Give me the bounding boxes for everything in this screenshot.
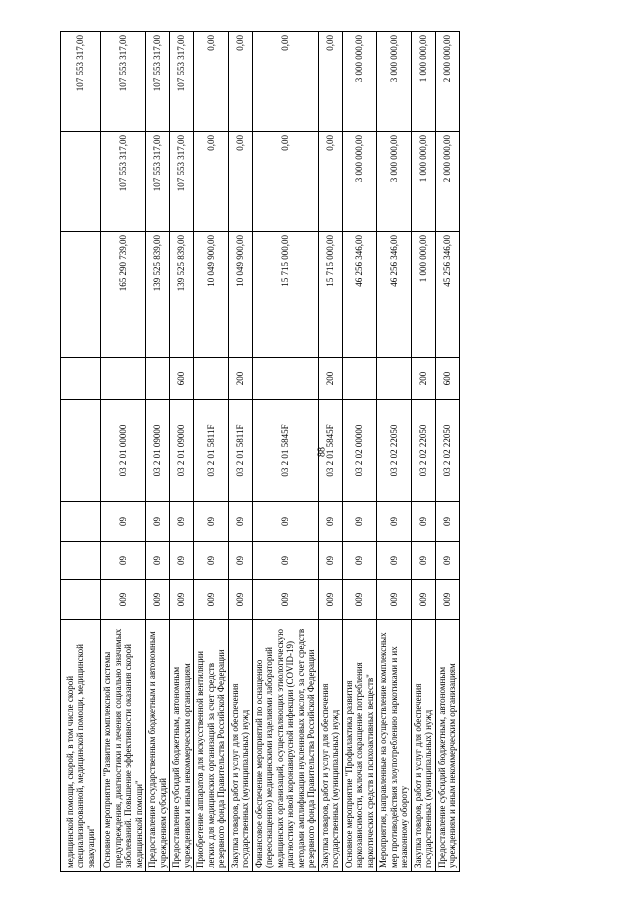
row-name: Закупка товаров, работ и услуг для обеспечения государственных (муниципальных) нужд xyxy=(318,620,342,872)
row-name: Закупка товаров, работ и услуг для обеспечения государственных (муниципальных) нужд xyxy=(228,620,252,872)
section-code: 09 xyxy=(377,542,412,580)
admin-code: 009 xyxy=(228,580,252,620)
expense-type-code: 200 xyxy=(411,358,435,400)
table-row xyxy=(377,32,412,872)
rotated-table-container xyxy=(60,32,580,872)
amount-2021: 3 000 000,00 xyxy=(377,132,412,232)
target-code: 03 2 01 00000 xyxy=(101,400,146,502)
section-code xyxy=(61,542,101,580)
target-code xyxy=(61,400,101,502)
table-row xyxy=(101,32,146,872)
amount-2020: 139 525 839,00 xyxy=(146,232,170,358)
admin-code: 009 xyxy=(377,580,412,620)
subsection-code: 09 xyxy=(170,502,194,542)
amount-2022: 1 000 000,00 xyxy=(411,32,435,132)
amount-2021: 0,00 xyxy=(318,132,342,232)
expense-type-code xyxy=(61,358,101,400)
section-code: 09 xyxy=(252,542,318,580)
row-name: Закупка товаров, работ и услуг для обеспечения государственных (муниципальных) нужд xyxy=(411,620,435,872)
subsection-code: 09 xyxy=(342,502,377,542)
amount-2021: 2 000 000,00 xyxy=(435,132,459,232)
table-row xyxy=(318,32,342,872)
target-code: 03 2 01 5845F xyxy=(318,400,342,502)
table-row xyxy=(228,32,252,872)
target-code: 03 2 01 09000 xyxy=(146,400,170,502)
admin-code: 009 xyxy=(146,580,170,620)
amount-2022: 0,00 xyxy=(228,32,252,132)
amount-2020: 46 256 346,00 xyxy=(377,232,412,358)
section-code: 09 xyxy=(170,542,194,580)
expense-type-code xyxy=(194,358,229,400)
expense-type-code xyxy=(101,358,146,400)
target-code: 03 2 02 22050 xyxy=(377,400,412,502)
subsection-code: 09 xyxy=(228,502,252,542)
admin-code: 009 xyxy=(194,580,229,620)
subsection-code: 09 xyxy=(411,502,435,542)
amount-2022: 107 553 317,00 xyxy=(61,32,101,132)
amount-2022: 107 553 317,00 xyxy=(101,32,146,132)
table-row xyxy=(435,32,459,872)
amount-2022: 3 000 000,00 xyxy=(342,32,377,132)
expense-type-code xyxy=(342,358,377,400)
target-code: 03 2 01 5811F xyxy=(194,400,229,502)
amount-2020: 165 290 739,00 xyxy=(101,232,146,358)
target-code: 03 2 01 09000 xyxy=(170,400,194,502)
admin-code: 009 xyxy=(318,580,342,620)
target-code: 03 2 02 00000 xyxy=(342,400,377,502)
section-code: 09 xyxy=(228,542,252,580)
table-row xyxy=(252,32,318,872)
section-code: 09 xyxy=(318,542,342,580)
admin-code: 009 xyxy=(342,580,377,620)
expense-type-code: 600 xyxy=(435,358,459,400)
table-row xyxy=(194,32,229,872)
table-row xyxy=(170,32,194,872)
amount-2021: 107 553 317,00 xyxy=(170,132,194,232)
target-code: 03 2 01 5811F xyxy=(228,400,252,502)
admin-code xyxy=(61,580,101,620)
admin-code: 009 xyxy=(170,580,194,620)
amount-2021: 0,00 xyxy=(194,132,229,232)
row-name: Предоставление субсидий бюджетным, автономным учреждениям и иным некоммерческим организациям xyxy=(435,620,459,872)
amount-2020: 46 256 346,00 xyxy=(342,232,377,358)
amount-2022: 0,00 xyxy=(194,32,229,132)
expense-type-code xyxy=(377,358,412,400)
amount-2020: 15 715 000,00 xyxy=(252,232,318,358)
amount-2021: 107 553 317,00 xyxy=(146,132,170,232)
admin-code: 009 xyxy=(411,580,435,620)
admin-code: 009 xyxy=(435,580,459,620)
amount-2020: 139 525 839,00 xyxy=(170,232,194,358)
row-name: Основное мероприятие "Развитие комплексной системы предупреждения, диагностики и лечения социально значимых заболеваний. Повышение эффективности оказания скорой медицинской помощи" xyxy=(101,620,146,872)
section-code: 09 xyxy=(342,542,377,580)
row-name: Основное мероприятие "Профилактика развития наркозависимости, включая сокращение потребления наркотических средств и психоактивных веществ" xyxy=(342,620,377,872)
subsection-code: 09 xyxy=(194,502,229,542)
table-row xyxy=(61,32,101,872)
target-code: 03 2 02 22050 xyxy=(411,400,435,502)
target-code: 03 2 01 5845F xyxy=(252,400,318,502)
amount-2020: 15 715 000,00 xyxy=(318,232,342,358)
amount-2020: 10 049 900,00 xyxy=(194,232,229,358)
subsection-code: 09 xyxy=(377,502,412,542)
subsection-code: 09 xyxy=(318,502,342,542)
amount-2021: 0,00 xyxy=(252,132,318,232)
row-name: медицинской помощи, скорой, в том числе скорой специализированной, медицинской помощи, медицинской эвакуации" xyxy=(61,620,101,872)
row-name: Предоставление субсидий бюджетным, автономным учреждениям и иным некоммерческим организациям xyxy=(170,620,194,872)
amount-2022: 0,00 xyxy=(252,32,318,132)
section-code: 09 xyxy=(194,542,229,580)
amount-2022: 3 000 000,00 xyxy=(377,32,412,132)
amount-2022: 2 000 000,00 xyxy=(435,32,459,132)
amount-2022: 107 553 317,00 xyxy=(146,32,170,132)
expense-type-code xyxy=(146,358,170,400)
expense-type-code: 200 xyxy=(228,358,252,400)
table-row xyxy=(411,32,435,872)
amount-2021: 0,00 xyxy=(228,132,252,232)
expense-type-code: 200 xyxy=(318,358,342,400)
budget-table xyxy=(60,31,460,872)
section-code: 09 xyxy=(146,542,170,580)
expense-type-code: 600 xyxy=(170,358,194,400)
section-code: 09 xyxy=(435,542,459,580)
subsection-code: 09 xyxy=(101,502,146,542)
admin-code: 009 xyxy=(101,580,146,620)
amount-2022: 0,00 xyxy=(318,32,342,132)
table-row xyxy=(342,32,377,872)
row-name: Мероприятия, направленные на осуществление комплексных мер противодействия злоупотреблению наркотиками и их незаконному обороту xyxy=(377,620,412,872)
subsection-code xyxy=(61,502,101,542)
row-name: Предоставление государственным бюджетным и автономным учреждениям субсидий xyxy=(146,620,170,872)
admin-code: 009 xyxy=(252,580,318,620)
row-name: Финансовое обеспечение мероприятий по оснащению (переоснащению) медицинскими изделиями лабораторий медицинских организаций, осуществляющих этиологическую диагностику новой коронавирусной инфекции (COVID-19) методами амплификации нуклеиновых кислот, за счет средств резервного фонда Правительства Российской Федерации xyxy=(252,620,318,872)
amount-2022: 107 553 317,00 xyxy=(170,32,194,132)
table-row xyxy=(146,32,170,872)
target-code: 03 2 02 22050 xyxy=(435,400,459,502)
amount-2020 xyxy=(61,232,101,358)
amount-2020: 1 000 000,00 xyxy=(411,232,435,358)
expense-type-code xyxy=(252,358,318,400)
section-code: 09 xyxy=(101,542,146,580)
amount-2020: 10 049 900,00 xyxy=(228,232,252,358)
amount-2021: 3 000 000,00 xyxy=(342,132,377,232)
section-code: 09 xyxy=(411,542,435,580)
row-name: Приобретение аппаратов для искусственной вентиляции легких для медицинских организаций за счет средств резервного фонда Правительства Российской Федерации xyxy=(194,620,229,872)
amount-2021: 107 553 317,00 xyxy=(101,132,146,232)
amount-2021 xyxy=(61,132,101,232)
subsection-code: 09 xyxy=(252,502,318,542)
page-number: 88 xyxy=(316,447,328,457)
amount-2021: 1 000 000,00 xyxy=(411,132,435,232)
subsection-code: 09 xyxy=(146,502,170,542)
amount-2020: 45 256 346,00 xyxy=(435,232,459,358)
subsection-code: 09 xyxy=(435,502,459,542)
